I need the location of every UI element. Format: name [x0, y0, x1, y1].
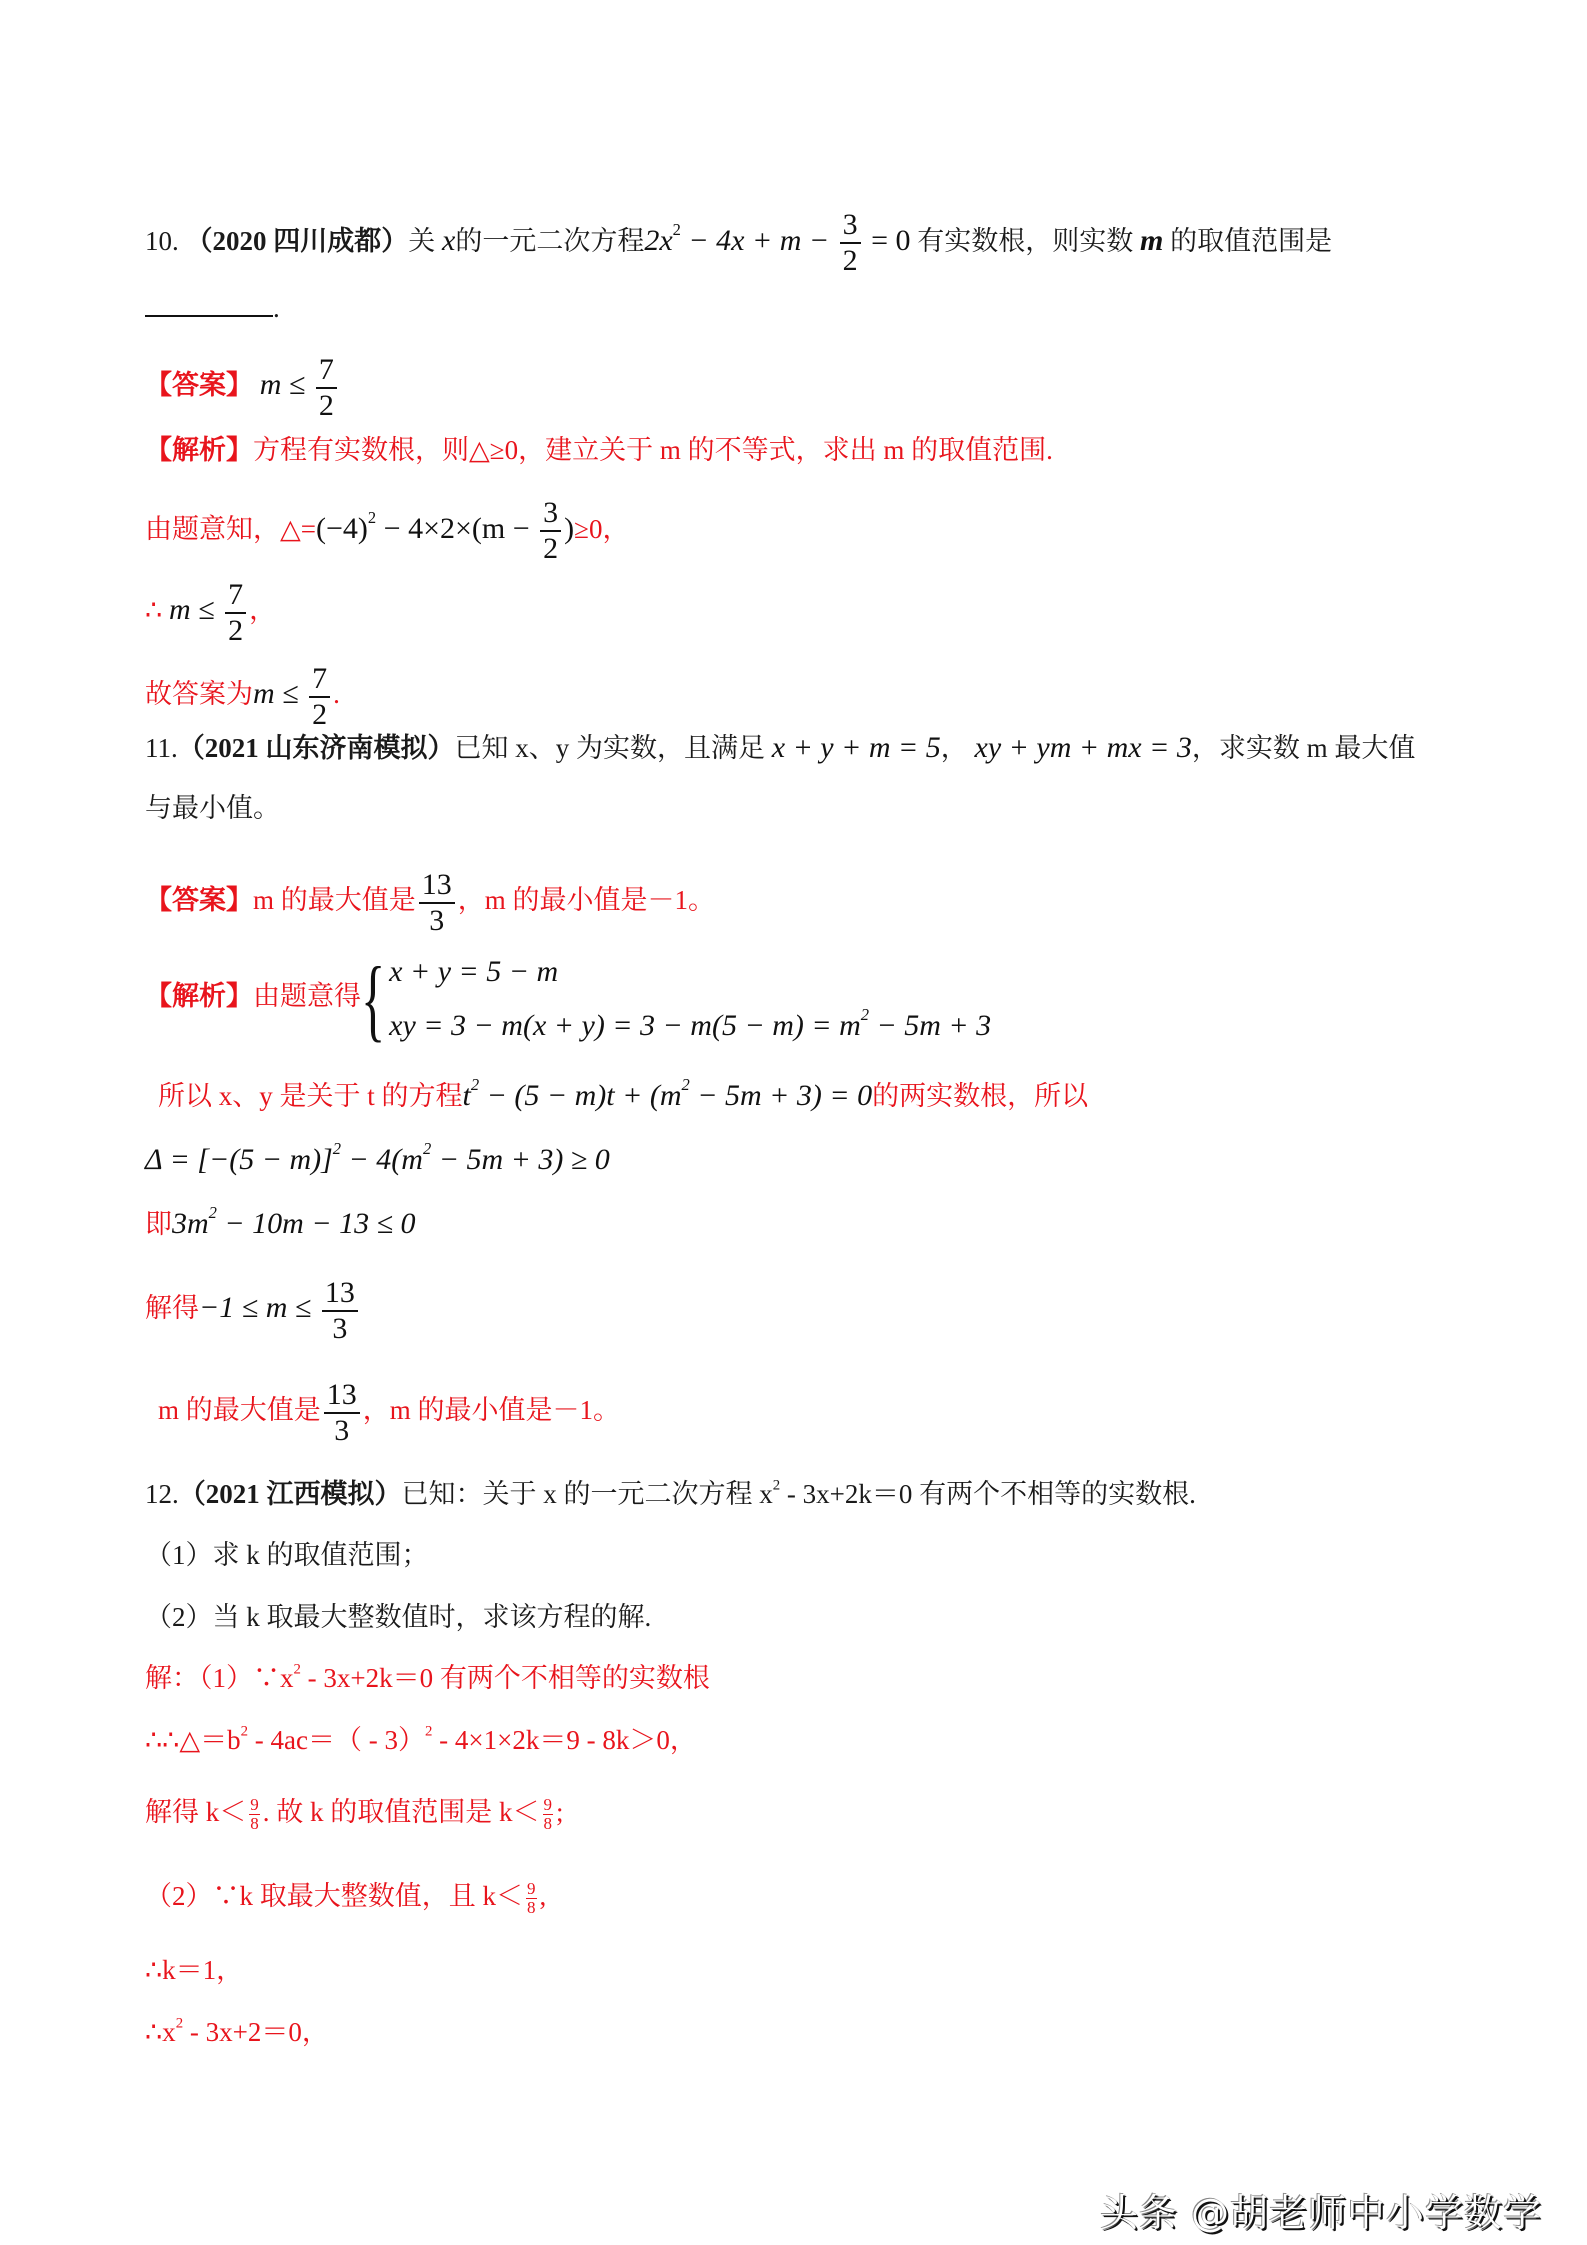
step-math: $\Delta = [-(5 - m)]^2 - 4(m^2 - 5m + 3) \ge 0$ [145, 1139, 610, 1176]
q12-sol5: ∴k＝1， [145, 1955, 244, 1985]
fraction: $\frac{3}{2}$ [840, 208, 861, 278]
q12-sol3: 解得 k＜ $\frac{9}{8}$ . 故 k 的取值范围是 k＜ $\frac{9}{8}$ ; [145, 1795, 564, 1834]
q10-answer-blank: . [145, 288, 280, 328]
fraction: $\frac{13}{3}$ [324, 1378, 360, 1448]
answer-blank [145, 289, 273, 317]
system-row: xy = $3 - m(x + y) = 3 - m(5 - m) = m^2 - 5m + 3$ [389, 1005, 992, 1042]
step-text: 的两实数根，所以 [872, 1081, 1089, 1111]
q11-stem-line2: 与最小值。 [145, 793, 280, 823]
q10-answer [145, 353, 340, 423]
q10-step1 [145, 496, 630, 566]
q10-analysis [145, 430, 1053, 470]
step-math: m ≤ [253, 677, 307, 711]
fraction: $\frac{9}{8}$ [250, 1795, 259, 1834]
fraction: $\frac{7}{2}$ [225, 578, 246, 648]
q10-var-m: m [1140, 223, 1164, 257]
q12-sol1: 解：$(1)\because x^2 - 3x+2k=0$ 有两个不相等的实数根 [145, 1661, 710, 1693]
analysis-label: 【解析】 [145, 981, 253, 1012]
q10-stem [145, 208, 1332, 278]
fraction: $\frac{7}{2}$ [309, 662, 330, 732]
step-math: $t^2 - (5 - m)t + (m^2 - 5m + 3) = 0$ [462, 1075, 873, 1112]
fraction: $\frac{9}{8}$ [527, 1879, 536, 1918]
q10-stem-text: 的取值范围是 [1170, 225, 1333, 256]
fraction: $\frac{13}{3}$ [419, 868, 455, 938]
step-text: 解得 [145, 1293, 199, 1324]
q11-eq1: x + y + m = 5 [771, 731, 941, 764]
q10-stem-text: 的一元二次方程 [455, 225, 645, 256]
q11-number: 11. [145, 733, 178, 763]
q10-stem-text: 关 [408, 225, 436, 256]
q11-answer [145, 868, 715, 938]
step-text: 故答案为 [145, 679, 253, 710]
q12-part1: （1）求 k 的取值范围； [145, 1540, 429, 1570]
step-text: 由题意知，△= [145, 513, 316, 544]
answer-text: ，m 的最小值是－1。 [457, 885, 716, 916]
therefore-symbol: ∴ [145, 595, 163, 626]
step-text: ≥0， [574, 513, 630, 544]
q12-stem [145, 1474, 1196, 1514]
system-row: x + y = 5 − m [389, 955, 559, 988]
q11-delta-line [145, 1140, 610, 1180]
step-math: m ≤ [168, 593, 223, 627]
analysis-text: 方程有实数根，则△≥0，建立关于 m 的不等式，求出 m 的取值范围. [253, 435, 1053, 465]
answer-label: 【答案】 [145, 885, 253, 916]
q10-equation: $2x^2 - 4x + m$ − $\frac{3}{2}$ = 0 [644, 208, 911, 277]
fraction: $\frac{13}{3}$ [322, 1276, 358, 1346]
step-text: ，m 的最小值是－1。 [362, 1395, 621, 1426]
q12-number: 12. [145, 1479, 179, 1509]
q11-stem-text: 已知 x、y 为实数，且满足 [454, 733, 765, 763]
q10-step2: ∴ m ≤ $\frac{7}{2}$ ， [145, 578, 277, 647]
step-math: $(-4)^2 - 4\times 2\times(m$ − $\frac{3}{2}$ ) [316, 496, 575, 565]
q12-sol6: $\therefore x^2 - 3x+2=0$， [145, 2015, 329, 2047]
step-math: −1 ≤ m ≤ [199, 1291, 319, 1325]
q11-stem: 11.（2021 山东济南模拟）已知 x、y 为实数，且满足 x + y + m = 5， xy + ym + mx = 3，求实数 m 最大值 [145, 731, 1416, 764]
step-math: $3m^2 - 10m - 13 \le 0$ [172, 1203, 416, 1240]
answer-label: 【答案】 [145, 370, 253, 401]
q10-step3: 故答案为m ≤ $\frac{7}{2}$ . [145, 662, 340, 731]
analysis-label: 【解析】 [145, 435, 253, 465]
q10-source: （2020 四川成都） [185, 225, 409, 256]
q11-conclusion [158, 1378, 620, 1448]
step-text: 所以 x、y 是关于 t 的方程 [158, 1081, 463, 1111]
q12-source: （2021 江西模拟） [178, 1479, 402, 1509]
answer-text: m 的最大值是 [253, 885, 416, 916]
analysis-text: 由题意得 [253, 981, 361, 1012]
q11-eq2: xy + ym + mx = 3 [974, 731, 1192, 764]
step-text: m 的最大值是 [158, 1395, 321, 1426]
answer-math: m ≤ [259, 368, 313, 402]
watermark: 头条 @胡老师中小学数学 [1099, 2191, 1542, 2235]
equation-system [360, 948, 992, 1050]
q12-sol2: $\therefore\therefore\triangle=b^2 - 4ac=( - 3)^2 - 4\times 1\times 2k=9 - 8k>0$， [145, 1723, 697, 1755]
q11-stem-text: ，求实数 m 最大值 [1191, 733, 1416, 763]
q11-analysis [145, 948, 992, 1050]
left-brace-icon: { [360, 948, 386, 1050]
q10-var-x: x [442, 223, 456, 257]
q12-stem-text: 已知：关于 x 的一元二次方程 $x^2 - 3x+2k=0$ 有两个不相等的实数根. [401, 1477, 1196, 1509]
q12-part2: （2）当 k 取最大整数值时，求该方程的解. [145, 1602, 652, 1632]
fraction: $\frac{3}{2}$ [540, 496, 561, 566]
q11-source: （2021 山东济南模拟） [177, 733, 455, 763]
q11-solve-line [145, 1276, 361, 1346]
step-text: 即 [145, 1209, 172, 1239]
q12-sol4: （2）∵k 取最大整数值，且 k＜ $\frac{9}{8}$ , [145, 1879, 547, 1918]
q11-ie-line [145, 1204, 416, 1244]
q10-stem-text: 有实数根，则实数 [917, 225, 1134, 256]
q11-so-line [158, 1076, 1088, 1116]
q10-number: 10. [145, 225, 179, 256]
fraction: $\frac{7}{2}$ [316, 353, 337, 423]
fraction: $\frac{9}{8}$ [543, 1795, 552, 1834]
